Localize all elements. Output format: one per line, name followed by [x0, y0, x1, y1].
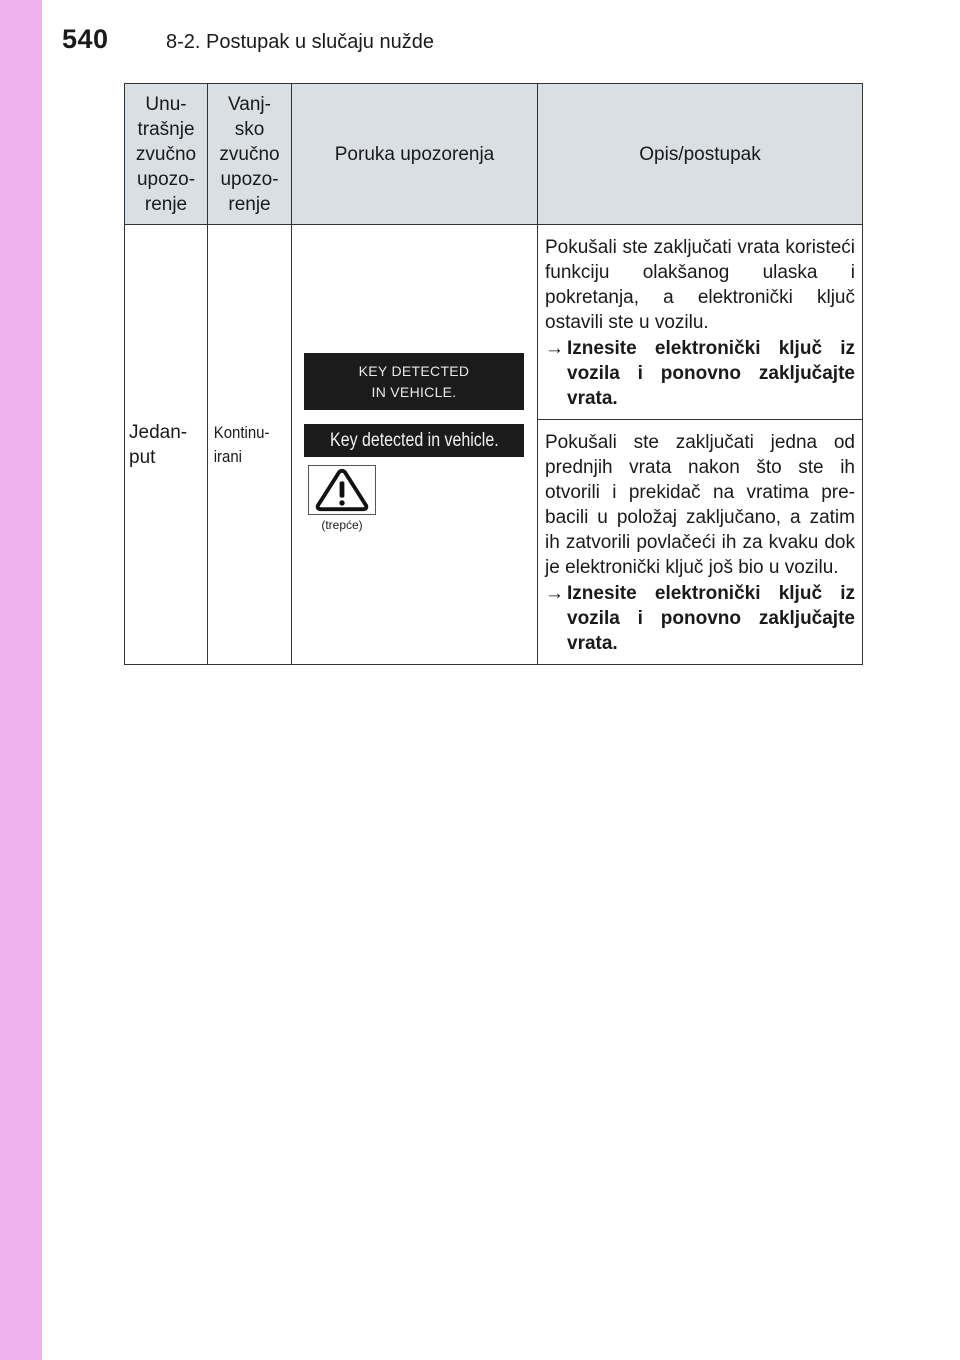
- warning-table: [124, 83, 863, 665]
- warning-message-cell: [292, 225, 538, 665]
- table-header-row: [125, 84, 863, 225]
- section-title: 8-2. Postupak u slučaju nužde: [166, 31, 434, 53]
- action-text: Iznesite elektronički ključ iz vozila i ponovno zaključajte vrata.: [567, 338, 855, 409]
- action-text: Iznesite elektronički ključ iz vozila i ponovno zaključajte vrata.: [567, 583, 855, 654]
- display-message-uppercase: [304, 353, 524, 410]
- header-line: upozo-: [220, 168, 279, 190]
- header-line: zvučno: [219, 143, 280, 165]
- external-buzzer-cell: [208, 225, 282, 665]
- warning-triangle-icon: [308, 465, 376, 515]
- warning-light: [308, 465, 378, 532]
- display-message-mixedcase: [304, 424, 524, 457]
- header-line: upozo-: [136, 168, 196, 190]
- action-step: [545, 581, 855, 656]
- table-row: [125, 225, 863, 420]
- description-text: Pokušali ste zaključati jedna od prednjih vrata nakon što ste ih otvorili i prekidač na vratima prebacili u položaj zaključano, a zatim ih zatvorili povlačeći ih za kvaku dok je elektronički ključ još bio u vozilu.: [545, 432, 855, 578]
- icon-caption: (trepće): [321, 518, 363, 532]
- chapter-color-strip: [0, 0, 42, 1360]
- description-cell-1: [538, 225, 863, 420]
- description-text: Pokušali ste zaključati vrata koristeći funkciju olakšanog ulaska i pokretanja, a elektronički ključ ostavili ste u vozilu.: [545, 237, 855, 333]
- action-step: [545, 336, 855, 411]
- display-line: KEY DETECTED: [358, 363, 470, 379]
- header-line: Vanj-: [228, 93, 271, 115]
- header-internal-buzzer: [125, 84, 208, 225]
- cell-line: put: [129, 446, 156, 468]
- header-line: renje: [228, 193, 271, 215]
- cell-line: irani: [213, 446, 242, 466]
- cell-line: Jedan-: [129, 421, 188, 443]
- header-line: zvučno: [135, 143, 197, 165]
- header-line: renje: [144, 193, 188, 215]
- display-line: Key detected in vehicle.: [329, 430, 499, 451]
- arrow-icon: →: [545, 338, 564, 359]
- header-line: Unu-: [145, 93, 187, 115]
- header-external-buzzer: [208, 84, 292, 225]
- internal-buzzer-cell: [125, 225, 208, 665]
- description-cell-2: [538, 420, 863, 665]
- header-warning-message: Poruka upozorenja: [292, 84, 538, 225]
- header-line: sko: [234, 118, 265, 140]
- display-line: IN VEHICLE.: [371, 384, 457, 400]
- arrow-icon: →: [545, 583, 564, 604]
- cell-line: Kontinu-: [213, 422, 269, 442]
- page-number: 540: [62, 24, 109, 54]
- header-line: trašnje: [137, 118, 195, 140]
- header-description: Opis/postupak: [538, 84, 863, 225]
